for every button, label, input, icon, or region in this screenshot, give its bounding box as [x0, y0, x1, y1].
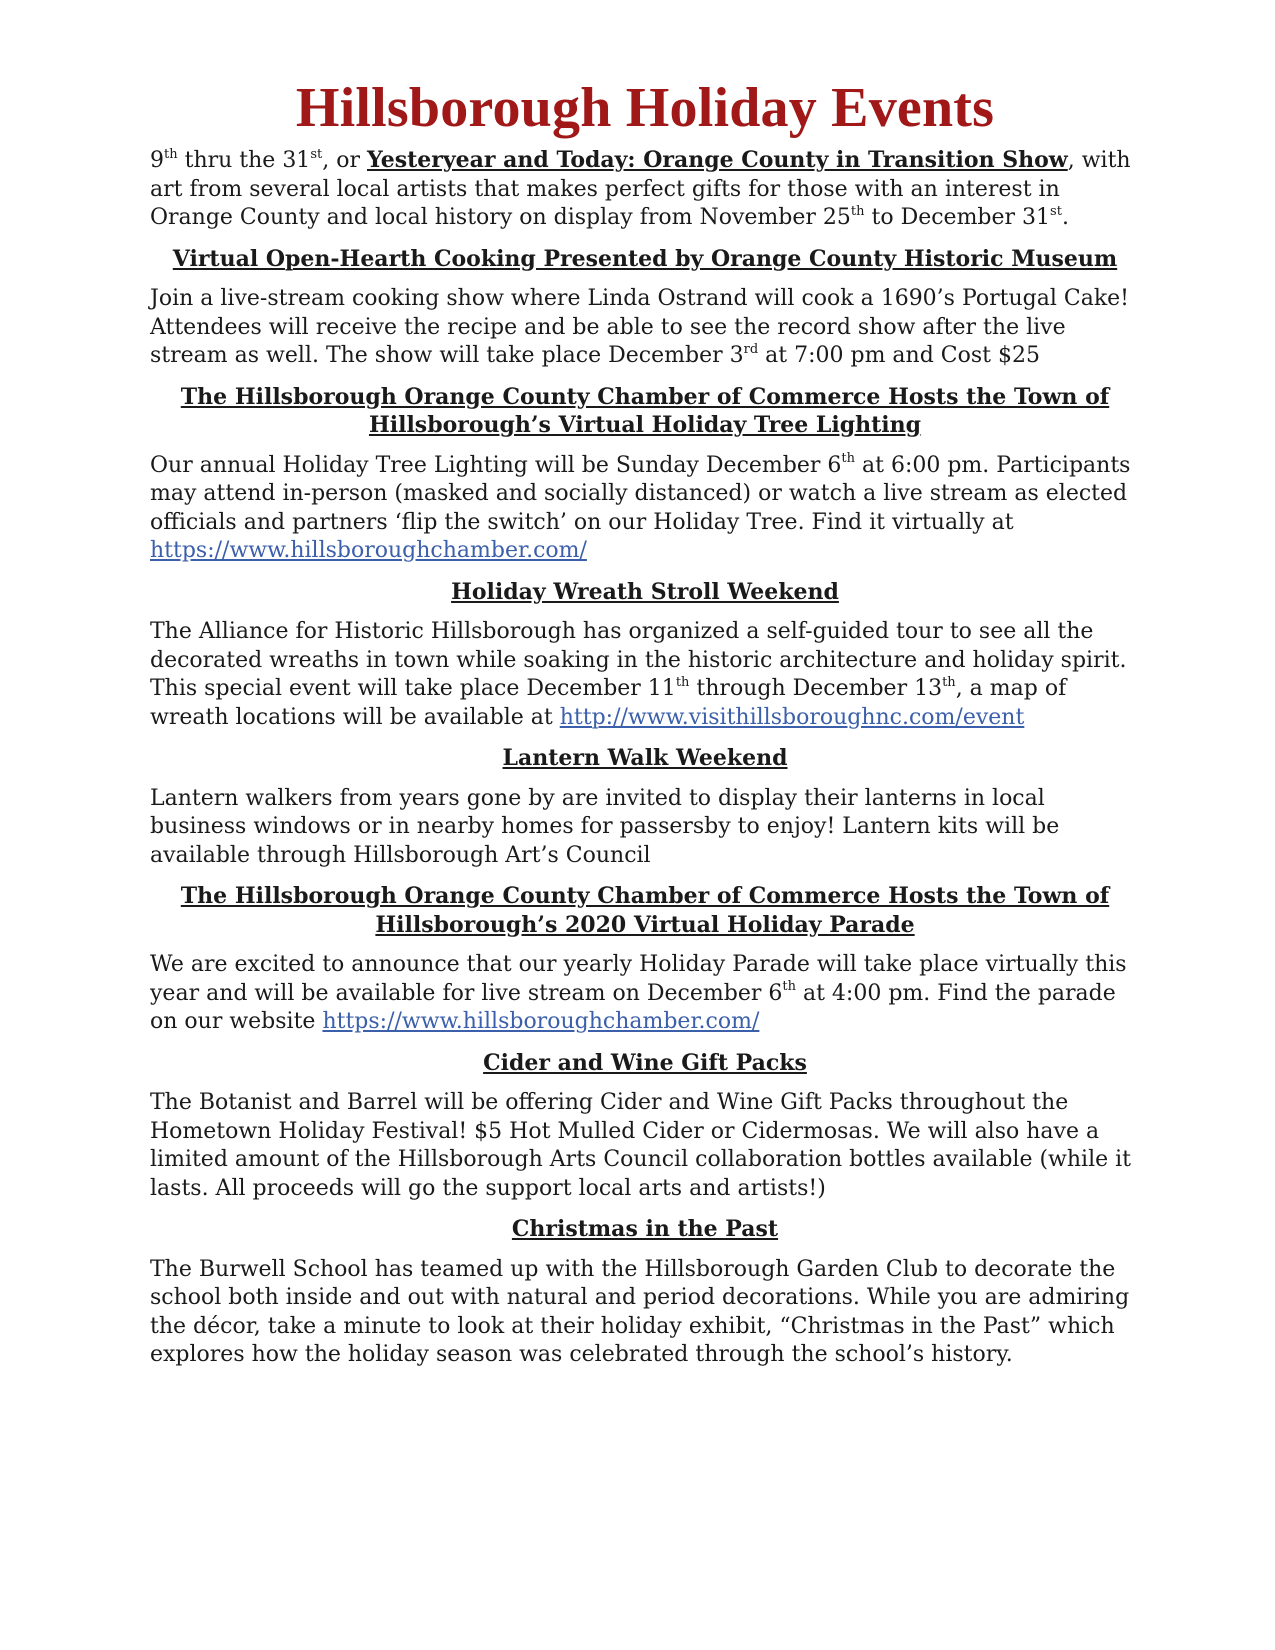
cooking-sup-1: rd: [743, 341, 759, 357]
lantern-paragraph: Lantern walkers from years gone by are invited to display their lanterns in local business windows or in nearby homes for passersby to enjoy! Lantern kits will be available through Hillsborough Art’s Council: [150, 785, 1060, 868]
wreath-heading: Holiday Wreath Stroll Weekend: [451, 578, 839, 605]
wreath-sup-2: th: [942, 674, 956, 690]
tree-text-1: Our annual Holiday Tree Lighting will be Sunday December 6: [150, 452, 842, 478]
christmas-paragraph: The Burwell School has teamed up with the Hillsborough Garden Club to decorate the school both inside and out with natural and period decorations. While you are admiring the décor, take a minute to look at their holiday exhibit, “Christmas in the Past” which explores how the holiday season was celebrated through the school’s history.: [150, 1256, 1130, 1367]
cooking-text-2: at 7:00 pm and Cost $25: [758, 343, 1040, 368]
wreath-text-2: through December 13: [689, 676, 943, 701]
intro-text-3: , or: [322, 148, 367, 173]
tree-lighting-heading: The Hillsborough Orange County Chamber of Commerce Hosts the Town of Hillsborough’s Virtual Holiday Tree Lighting: [180, 383, 1110, 438]
parade-sup-1: th: [782, 979, 796, 995]
cooking-text-1: Join a live-stream cooking show where Linda Ostrand will cook a 1690’s Portugal Cake! Attendees will receive the recipe and be able to see the record show after the live stream as well. The show will take place December 3: [150, 286, 1130, 368]
document-page: [150, 70, 1140, 1382]
wreath-text-3: , a map of wreath locations will be available at: [150, 676, 1067, 730]
chamber-link[interactable]: https://www.hillsboroughchamber.com/: [150, 538, 587, 563]
cider-heading: Cider and Wine Gift Packs: [483, 1049, 807, 1076]
intro-text-1: 9: [150, 148, 164, 173]
intro-text-5: to December 31: [864, 205, 1051, 230]
christmas-heading: Christmas in the Past: [511, 1216, 779, 1242]
intro-sup-2: st: [310, 146, 323, 162]
show-title: Yesteryear and Today: Orange County in Transition Show: [366, 147, 1068, 173]
tree-sup-1: th: [841, 451, 855, 467]
parade-paragraph: [150, 951, 1140, 1037]
parade-text-1: We are excited to announce that our yearly Holiday Parade will take place virtually this year and will be available for live stream on December 6: [150, 952, 1127, 1006]
page-title: Hillsborough Holiday Events: [295, 77, 995, 139]
tree-text-2: at 6:00 pm. Participants may attend in-person (masked and socially distanced) or watch a live stream as elected officials and partners ‘flip the switch’ on our Holiday Tree. Find it virtually at: [150, 452, 1131, 535]
intro-sup-3: th: [850, 203, 865, 219]
parade-chamber-link[interactable]: https://www.hillsboroughchamber.com/: [322, 1009, 760, 1034]
intro-text-2: thru the 31: [177, 148, 311, 173]
wreath-paragraph: [150, 618, 1140, 732]
cooking-paragraph: [150, 285, 1140, 371]
parade-heading: The Hillsborough Orange County Chamber of Commerce Hosts the Town of Hillsborough’s 2020 Virtual Holiday Parade: [180, 883, 1110, 938]
intro-text-6: .: [1061, 205, 1069, 230]
intro-sup-1: th: [164, 146, 178, 162]
intro-sup-4: st: [1050, 203, 1062, 219]
wreath-text-1: The Alliance for Historic Hillsborough has organized a self-guided tour to see all the decorated wreaths in town while soaking in the historic architecture and holiday spirit. This special event will take place December 11: [150, 619, 1127, 701]
cooking-heading: Virtual Open-Hearth Cooking Presented by Orange County Historic Museum: [172, 245, 1118, 272]
tree-lighting-paragraph: [150, 452, 1140, 566]
intro-text-4: , with art from several local artists that makes perfect gifts for those with an interest in Orange County and local history on display from November 25: [150, 148, 1131, 230]
wreath-sup-1: th: [675, 674, 690, 690]
visit-link[interactable]: http://www.visithillsboroughnc.com/event: [559, 704, 1025, 730]
intro-paragraph: [150, 146, 1140, 233]
parade-text-2: at 4:00 pm. Find the parade on our website: [150, 980, 1116, 1034]
cider-paragraph: The Botanist and Barrel will be offering Cider and Wine Gift Packs throughout the Hometown Holiday Festival! $5 Hot Mulled Cider or Cidermosas. We will also have a limited amount of the Hillsborough Arts Council collaboration bottles available (while it lasts. All proceeds will go the support local arts and artists!): [150, 1090, 1131, 1201]
lantern-heading: Lantern Walk Weekend: [502, 745, 788, 771]
